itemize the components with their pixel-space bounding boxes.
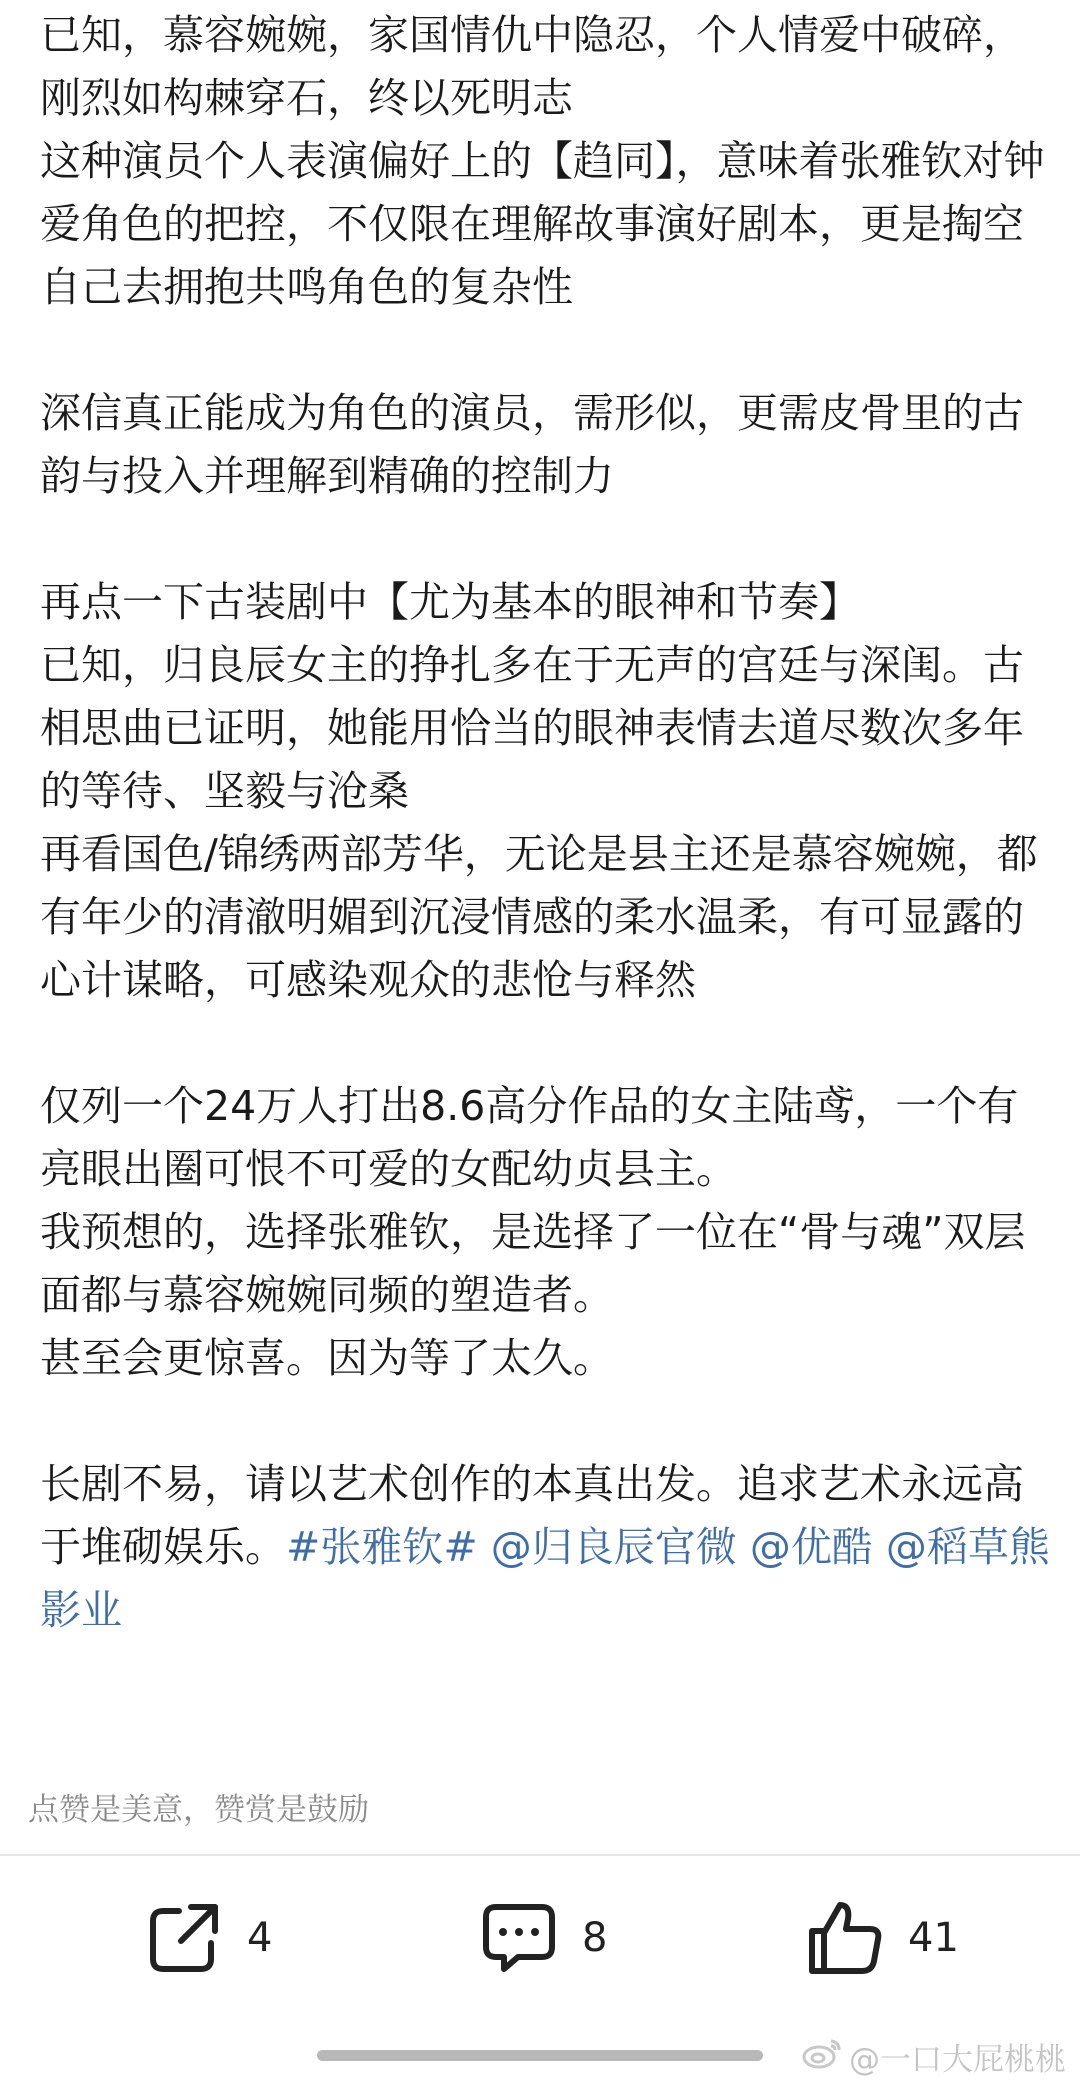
like-button[interactable] (804, 1888, 959, 1988)
comment-count: 8 (582, 1915, 608, 1961)
reward-prompt[interactable]: 点赞是美意，赞赏是鼓励 (28, 1792, 369, 1828)
watermark (801, 2034, 1066, 2079)
watermark-text: @一口大屁桃桃 (849, 2042, 1066, 2078)
paragraph-gap (40, 1012, 1050, 1075)
comment-button[interactable] (478, 1888, 607, 1988)
home-indicator[interactable] (317, 2050, 763, 2061)
post-final-paragraph (40, 1453, 1050, 1642)
action-bar (0, 1888, 1080, 2008)
paragraph-gap (40, 1390, 1050, 1453)
post-paragraph: 仅列一个24万人打出8.6高分作品的女主陆鸢，一个有亮眼出圈可恨不可爱的女配幼贞县主。 (40, 1082, 1019, 1193)
paragraph-gap (40, 508, 1050, 571)
mention-link[interactable]: @归良辰官微 (490, 1523, 737, 1571)
post-body (40, 4, 1050, 1642)
post-paragraph: 已知，慕容婉婉，家国情仇中隐忍，个人情爱中破碎，刚烈如构棘穿石，终以死明志 (40, 11, 1024, 122)
divider (0, 1854, 1080, 1856)
post-paragraph: 深信真正能成为角色的演员，需形似，更需皮骨里的古韵与投入并理解到精确的控制力 (40, 389, 1024, 500)
share-count: 4 (247, 1915, 273, 1961)
post-paragraph: 这种演员个人表演偏好上的【趋同】，意味着张雅钦对钟爱角色的把控，不仅限在理解故事演好剧本，更是掏空自己去拥抱共鸣角色的复杂性 (40, 137, 1045, 311)
post-paragraph: 甚至会更惊喜。因为等了太久。 (40, 1334, 614, 1382)
post-paragraph: 我预想的，选择张雅钦，是选择了一位在“骨与魂”双层面都与慕容婉婉同频的塑造者。 (40, 1208, 1026, 1319)
topic-link[interactable]: #张雅钦# (286, 1523, 478, 1571)
post-paragraph: 已知，归良辰女主的挣扎多在于无声的宫廷与深闺。古相思曲已证明，她能用恰当的眼神表情去道尽数次多年的等待、坚毅与沧桑 (40, 641, 1024, 815)
mention-link[interactable]: @优酷 (749, 1523, 873, 1571)
comment-icon (478, 1897, 560, 1979)
post-paragraph: 再看国色/锦绣两部芳华，无论是县主还是慕容婉婉，都有年少的清澈明媚到沉浸情感的柔水温柔，有可显露的心计谋略，可感染观众的悲怆与释然 (40, 830, 1038, 1004)
weibo-icon (801, 2036, 849, 2078)
post-paragraph-text: 长剧不易，请以艺术创作的本真出发。追求艺术永远高于堆砌娱乐。 (40, 1460, 1024, 1571)
post-paragraph: 再点一下古装剧中【尤为基本的眼神和节奏】 (40, 578, 860, 626)
paragraph-gap (40, 319, 1050, 382)
thumbs-up-icon (804, 1897, 886, 1979)
share-icon (143, 1897, 225, 1979)
mention-link[interactable]: @稻草熊影业 (40, 1523, 1050, 1634)
share-button[interactable] (143, 1888, 272, 1988)
like-count: 41 (908, 1915, 959, 1961)
